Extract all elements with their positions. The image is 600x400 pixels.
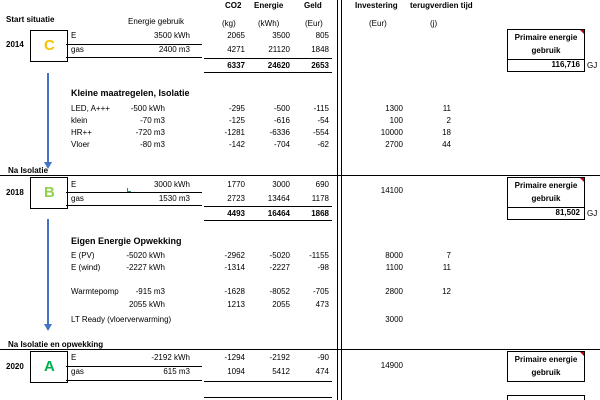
row-co2: 2723 xyxy=(227,194,245,203)
row-co2: 1213 xyxy=(227,300,245,309)
primaire-unit: GJ xyxy=(587,61,598,70)
row-geld: -1155 xyxy=(309,251,329,260)
row-name: E (PV) xyxy=(71,251,95,260)
row-amount: 2055 kWh xyxy=(128,300,165,309)
total-line xyxy=(204,206,332,207)
row-geld: 1848 xyxy=(311,45,329,54)
primaire-value-box xyxy=(507,207,585,220)
row-co2: 2065 xyxy=(227,31,245,40)
primaire-value-box xyxy=(507,59,585,72)
row-investering: 3000 xyxy=(385,315,403,324)
row-energie: -6336 xyxy=(269,128,290,137)
row-investering: 100 xyxy=(389,116,403,125)
row-terugverdientijd: 7 xyxy=(446,251,451,260)
row-amount: 3000 kWh xyxy=(153,180,190,189)
row-divider xyxy=(66,44,202,45)
total-co2: 4493 xyxy=(227,209,245,218)
primaire-line1: Primaire energie xyxy=(514,355,578,364)
terugverdien-header: terugverdien tijd xyxy=(410,1,473,10)
row-energie: -5020 xyxy=(269,251,290,260)
primaire-line2: gebruik xyxy=(531,368,561,377)
energy-label-c: C xyxy=(44,37,55,54)
na-isolatie-heading: Na Isolatie xyxy=(8,166,49,175)
investering-2020: 14900 xyxy=(380,361,403,370)
row-terugverdientijd: 12 xyxy=(442,287,451,296)
row-geld: 474 xyxy=(315,367,329,376)
row-energie: 5412 xyxy=(272,367,290,376)
row-divider xyxy=(66,366,202,367)
row-geld: -98 xyxy=(317,263,329,272)
comment-marker-icon xyxy=(580,352,584,356)
row-geld: -115 xyxy=(313,104,329,113)
down-arrow-icon xyxy=(47,73,49,163)
unit-kwh: (kWh) xyxy=(258,19,280,28)
row-co2: 1094 xyxy=(227,367,245,376)
row-investering: 1100 xyxy=(385,263,403,272)
row-geld: -54 xyxy=(317,116,329,125)
row-investering: 1300 xyxy=(385,104,403,113)
energy-label-b: B xyxy=(44,184,55,201)
column-separator xyxy=(341,0,342,400)
row-investering: 8000 xyxy=(385,251,403,260)
row-co2: -2962 xyxy=(224,251,245,260)
comment-marker-icon xyxy=(580,30,584,34)
primaire-energie-box xyxy=(507,351,585,382)
row-name: gas xyxy=(71,367,84,376)
row-co2: -1294 xyxy=(224,353,245,362)
isolatie-heading: Kleine maatregelen, Isolatie xyxy=(71,88,190,98)
row-amount: 3500 kWh xyxy=(153,31,190,40)
unit-kg: (kg) xyxy=(222,19,236,28)
primaire-value-box xyxy=(507,395,585,400)
row-amount: -80 m3 xyxy=(140,140,165,149)
energie-header: Energie xyxy=(254,1,284,10)
row-name: E xyxy=(71,31,77,40)
primaire-line2: gebruik xyxy=(531,194,561,203)
row-geld: 1178 xyxy=(311,194,329,203)
row-name: gas xyxy=(71,45,84,54)
row-amount: -915 m3 xyxy=(135,287,165,296)
row-name: HR++ xyxy=(71,128,92,137)
total-line xyxy=(204,58,332,59)
total-energie: 24620 xyxy=(267,61,290,70)
total-energie: 16464 xyxy=(267,209,290,218)
row-amount: -720 m3 xyxy=(135,128,165,137)
column-separator xyxy=(337,0,338,400)
row-terugverdientijd: 11 xyxy=(442,263,451,272)
opwekking-heading: Eigen Energie Opwekking xyxy=(71,236,182,246)
row-name: klein xyxy=(71,116,88,125)
row-geld: 805 xyxy=(315,31,329,40)
row-name: LT Ready (vloerverwarming) xyxy=(71,315,172,324)
row-energie: -2192 xyxy=(269,353,290,362)
primaire-unit: GJ xyxy=(587,209,598,218)
row-amount: -2227 kWh xyxy=(126,263,165,272)
row-name: Warmtepomp xyxy=(71,287,119,296)
row-terugverdientijd: 44 xyxy=(442,140,451,149)
row-geld: -705 xyxy=(312,287,329,296)
row-geld: 473 xyxy=(315,300,329,309)
row-geld: -62 xyxy=(317,140,329,149)
row-co2: -142 xyxy=(228,140,245,149)
row-energie: -500 xyxy=(273,104,290,113)
unit-jaar: (j) xyxy=(430,19,438,28)
primaire-value: 116,716 xyxy=(551,60,580,69)
primaire-line1: Primaire energie xyxy=(514,181,578,190)
row-investering: 10000 xyxy=(380,128,403,137)
row-name: E (wind) xyxy=(71,263,101,272)
comment-marker-icon xyxy=(580,178,584,182)
geld-header: Geld xyxy=(304,1,322,10)
co2-header: CO2 xyxy=(225,1,242,10)
unit-eur: (Eur) xyxy=(305,19,323,28)
unit-eur-investering: (Eur) xyxy=(369,19,387,28)
total-underline xyxy=(204,72,332,73)
row-amount: 1530 m3 xyxy=(158,194,190,203)
row-co2: 1770 xyxy=(227,180,245,189)
primaire-energie-box xyxy=(507,29,585,60)
row-energie: 13464 xyxy=(267,194,290,203)
row-investering: 2800 xyxy=(385,287,403,296)
energy-label-b-box xyxy=(30,177,68,209)
row-geld: 690 xyxy=(315,180,329,189)
row-co2: -295 xyxy=(228,104,245,113)
row-amount: -2192 kWh xyxy=(151,353,190,362)
total-co2: 6337 xyxy=(227,61,245,70)
row-terugverdientijd: 11 xyxy=(442,104,451,113)
total-geld: 2653 xyxy=(311,61,329,70)
row-amount: -70 m3 xyxy=(140,116,165,125)
row-terugverdientijd: 2 xyxy=(446,116,451,125)
row-energie: -8052 xyxy=(269,287,290,296)
row-geld: -90 xyxy=(317,353,329,362)
row-divider xyxy=(66,57,202,58)
row-amount: 615 m3 xyxy=(163,367,190,376)
na-isolatie-opwekking-heading: Na Isolatie en opwekking xyxy=(8,340,104,349)
energy-label-c-box xyxy=(30,30,68,62)
row-amount: -500 kWh xyxy=(130,104,165,113)
investering-2018: 14100 xyxy=(380,186,403,195)
row-co2: -125 xyxy=(228,116,245,125)
row-divider xyxy=(66,380,202,381)
row-energie: -704 xyxy=(273,140,290,149)
row-name: E xyxy=(71,180,77,189)
row-co2: -1281 xyxy=(224,128,245,137)
year-2018: 2018 xyxy=(6,188,24,197)
total-underline xyxy=(204,397,332,398)
row-energie: 21120 xyxy=(268,45,290,54)
row-energie: -2227 xyxy=(269,263,290,272)
row-amount: -5020 kWh xyxy=(126,251,165,260)
row-amount: 2400 m3 xyxy=(158,45,190,54)
row-name: Vloer xyxy=(71,140,90,149)
energy-label-a-box xyxy=(30,351,68,383)
down-arrowhead-icon xyxy=(44,324,52,331)
year-2014: 2014 xyxy=(6,40,24,49)
section-divider xyxy=(0,349,600,350)
row-energie: 2055 xyxy=(272,300,290,309)
row-divider xyxy=(66,192,202,193)
energy-label-a: A xyxy=(44,358,55,375)
year-2020: 2020 xyxy=(6,362,24,371)
row-co2: -1628 xyxy=(224,287,245,296)
investering-header: Investering xyxy=(355,1,398,10)
down-arrow-icon xyxy=(47,219,49,325)
primaire-line2: gebruik xyxy=(531,46,561,55)
total-geld: 1868 xyxy=(311,209,329,218)
row-energie: 3000 xyxy=(272,180,290,189)
primaire-line1: Primaire energie xyxy=(514,33,578,42)
section-divider xyxy=(0,175,600,176)
energie-gebruik-header: Energie gebruik xyxy=(128,17,185,26)
row-name: E xyxy=(71,353,77,362)
row-terugverdientijd: 18 xyxy=(442,128,451,137)
row-energie: 3500 xyxy=(272,31,290,40)
row-geld: -554 xyxy=(312,128,329,137)
total-underline xyxy=(204,220,332,221)
row-co2: 4271 xyxy=(227,45,245,54)
row-co2: -1314 xyxy=(224,263,245,272)
row-name: LED, A+++ xyxy=(71,104,110,113)
primaire-energie-box xyxy=(507,177,585,208)
row-divider xyxy=(66,205,202,206)
start-situatie-heading: Start situatie xyxy=(6,15,55,24)
primaire-value: 81,502 xyxy=(555,208,580,217)
row-name: gas xyxy=(71,194,84,203)
row-investering: 2700 xyxy=(385,140,403,149)
row-energie: -616 xyxy=(273,116,290,125)
total-line xyxy=(204,381,332,382)
